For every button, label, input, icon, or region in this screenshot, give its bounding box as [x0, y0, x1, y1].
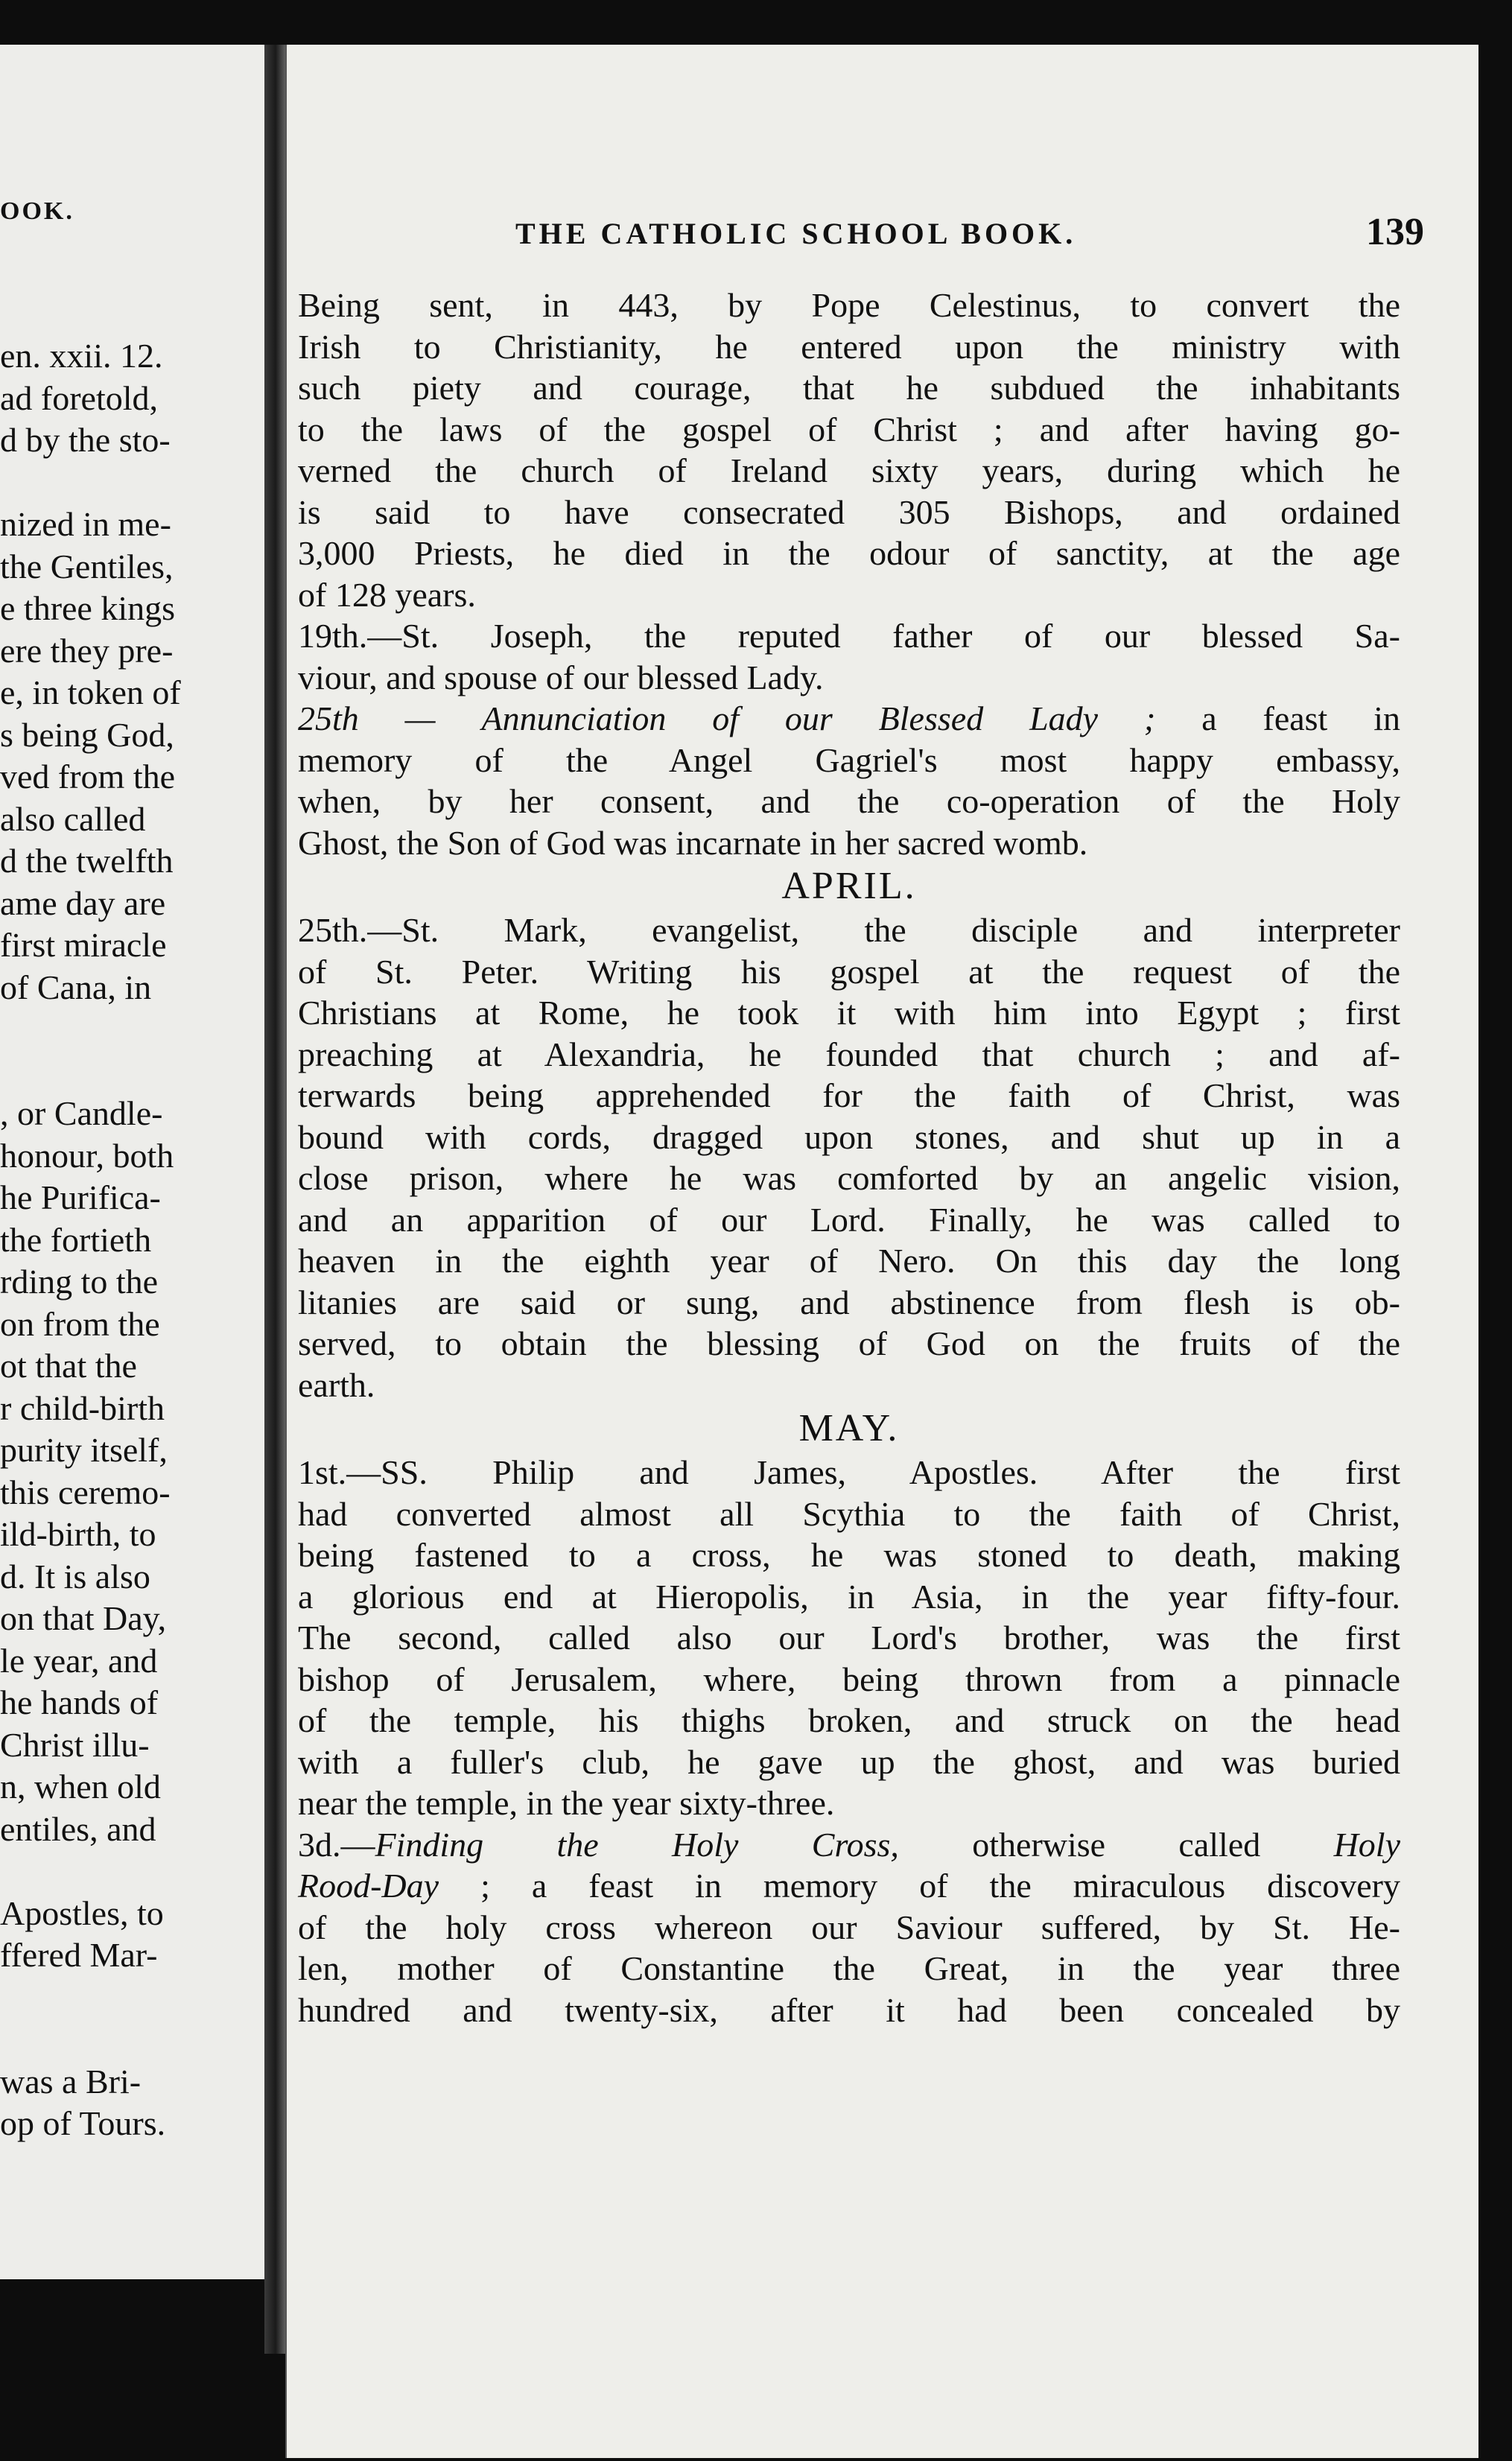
- left-text-line: [0, 462, 253, 504]
- left-text-line: on that Day,: [0, 1599, 167, 1637]
- left-text-line: rding to the: [0, 1263, 159, 1301]
- text-line: of St. Peter. Writing his gospel at the request of the: [298, 952, 1400, 991]
- patrick-paragraph: [298, 285, 1400, 615]
- left-text-line: [0, 1977, 253, 2019]
- page-body: [298, 285, 1400, 2030]
- text-line: earth.: [298, 1365, 375, 1404]
- text-line: Being sent, in 443, by Pope Celestinus, to convert the: [298, 286, 1400, 324]
- text-line: when, by her consent, and the co-operation of the Holy: [298, 782, 1400, 820]
- text-line: The second, called also our Lord's brother, was the first: [298, 1619, 1400, 1657]
- left-text-line: e three kings: [0, 589, 176, 627]
- left-text-line: ild-birth, to: [0, 1515, 156, 1553]
- text-line: being fastened to a cross, he was stoned to death, making: [298, 1536, 1400, 1574]
- holy-cross-paragraph: [298, 1907, 1400, 2031]
- april-heading: APRIL.: [781, 865, 917, 907]
- annunciation-date: 25th —: [298, 699, 436, 737]
- text-line: served, to obtain the blessing of God on the fruits of the: [298, 1324, 1400, 1362]
- holy-cross-rest: otherwise called: [898, 1825, 1334, 1864]
- text-line: heaven in the eighth year of Nero. On this day the long: [298, 1242, 1400, 1280]
- left-text-line: ere they pre-: [0, 631, 174, 670]
- left-text-line: also called: [0, 799, 146, 838]
- text-line: bishop of Jerusalem, where, being thrown from a pinnacle: [298, 1660, 1400, 1698]
- left-text-line: he hands of: [0, 1683, 159, 1721]
- text-line: 3,000 Priests, he died in the odour of sanctity, at the age: [298, 534, 1400, 572]
- left-text-line: le year, and: [0, 1641, 158, 1680]
- text-line: bound with cords, dragged upon stones, and shut up in a: [298, 1117, 1400, 1156]
- left-text-line: the fortieth: [0, 1220, 152, 1259]
- text-line: hundred and twenty-six, after it had been concealed by: [298, 1990, 1400, 2029]
- text-line: a glorious end at Hieropolis, in Asia, in the year fifty-four.: [298, 1577, 1400, 1616]
- annunciation-rest: a feast in: [1155, 699, 1400, 737]
- holy-rood-title: Holy: [1333, 1825, 1400, 1864]
- left-text-line: was a Bri-: [0, 2062, 142, 2100]
- right-page: [285, 45, 1478, 2458]
- text-line: near the temple, in the year sixty-three.: [298, 1784, 835, 1822]
- left-text-line: [0, 1051, 253, 1093]
- text-line: 25th.—St. Mark, evangelist, the disciple and interpreter: [298, 911, 1400, 949]
- text-line: of the holy cross whereon our Saviour suffered, by St. He-: [298, 1908, 1400, 1946]
- text-line: memory of the Angel Gagriel's most happy embassy,: [298, 740, 1400, 779]
- left-page-text: [0, 335, 253, 2145]
- annunciation-first-line: [298, 698, 1400, 740]
- page-header: [515, 211, 1424, 261]
- text-line: verned the church of Ireland sixty years, during which he: [298, 451, 1400, 489]
- left-text-line: the Gentiles,: [0, 547, 174, 585]
- text-line: litanies are said or sung, and abstinence from flesh is ob-: [298, 1283, 1400, 1321]
- left-text-line: ffered Mar-: [0, 1936, 158, 1974]
- book-gutter: [264, 45, 287, 2354]
- left-text-line: ved from the: [0, 758, 176, 796]
- left-text-line: d the twelfth: [0, 842, 174, 880]
- left-text-line: r child-birth: [0, 1388, 165, 1427]
- text-line: Ghost, the Son of God was incarnate in her sacred womb.: [298, 823, 1088, 862]
- text-line: Christians at Rome, he took it with him into Egypt ; first: [298, 994, 1400, 1032]
- text-line: of 128 years.: [298, 575, 476, 614]
- text-line: with a fuller's club, he gave up the ghost, and was buried: [298, 1742, 1400, 1781]
- rood-day-title: Rood-Day: [298, 1867, 439, 1905]
- left-text-line: , or Candle-: [0, 1094, 163, 1132]
- left-text-line: honour, both: [0, 1136, 174, 1175]
- holy-cross-second-line: [298, 1865, 1400, 1907]
- text-line: close prison, where he was comforted by an angelic vision,: [298, 1159, 1400, 1197]
- left-text-line: Apostles, to: [0, 1893, 164, 1932]
- left-text-line: [0, 1850, 253, 1893]
- left-text-line: d by the sto-: [0, 421, 171, 459]
- holy-cross-title: Finding the Holy Cross,: [375, 1825, 899, 1864]
- running-title: THE CATHOLIC SCHOOL BOOK.: [515, 217, 1077, 250]
- page-number: 139: [1366, 211, 1424, 253]
- left-text-line: ot that the: [0, 1347, 137, 1385]
- text-line: to the laws of the gospel of Christ ; and after having go-: [298, 410, 1400, 448]
- left-text-line: this ceremo-: [0, 1473, 171, 1511]
- text-line: preaching at Alexandria, he founded that church ; and af-: [298, 1035, 1400, 1073]
- philip-james-paragraph: [298, 1452, 1400, 1824]
- left-text-line: op of Tours.: [0, 2104, 166, 2142]
- text-line: and an apparition of our Lord. Finally, he was called to: [298, 1200, 1400, 1239]
- text-line: 19th.—St. Joseph, the reputed father of our blessed Sa-: [298, 617, 1400, 655]
- left-text-line: n, when old: [0, 1768, 161, 1806]
- left-text-line: entiles, and: [0, 1809, 156, 1848]
- left-text-line: of Cana, in: [0, 968, 152, 1006]
- left-page: [0, 45, 267, 2279]
- text-line: Irish to Christianity, he entered upon the ministry with: [298, 327, 1400, 366]
- left-text-line: ad foretold,: [0, 378, 159, 417]
- text-line: 1st.—SS. Philip and James, Apostles. After the first: [298, 1453, 1400, 1491]
- holy-cross-rest-2: ; a feast in memory of the miraculous discovery: [439, 1867, 1400, 1905]
- left-text-line: e, in token of: [0, 673, 181, 711]
- may-heading: MAY.: [798, 1407, 900, 1449]
- left-running-head: OOK.: [0, 197, 74, 225]
- left-text-line: d. It is also: [0, 1557, 150, 1595]
- left-text-line: s being God,: [0, 715, 174, 754]
- text-line: such piety and courage, that he subdued the inhabitants: [298, 369, 1400, 407]
- holy-cross-date: 3d.—: [298, 1825, 375, 1864]
- text-line: is said to have consecrated 305 Bishops, and ordained: [298, 492, 1400, 531]
- left-text-line: [0, 1009, 253, 1051]
- left-text-line: he Purifica-: [0, 1178, 161, 1216]
- left-text-line: ame day are: [0, 883, 166, 922]
- text-line: terwards being apprehended for the faith of Christ, was: [298, 1076, 1400, 1114]
- st-mark-paragraph: [298, 909, 1400, 1406]
- left-text-line: Christ illu-: [0, 1725, 150, 1764]
- joseph-paragraph: [298, 615, 1400, 698]
- text-line: viour, and spouse of our blessed Lady.: [298, 658, 824, 696]
- annunciation-title: Annunciation of our Blessed Lady ;: [481, 699, 1156, 737]
- left-text-line: nized in me-: [0, 505, 171, 543]
- left-text-line: purity itself,: [0, 1431, 168, 1469]
- text-line: of the temple, his thighs broken, and struck on the head: [298, 1701, 1400, 1739]
- left-text-line: first miracle: [0, 926, 167, 964]
- text-line: len, mother of Constantine the Great, in the year three: [298, 1949, 1400, 1987]
- left-text-line: en. xxii. 12.: [0, 337, 163, 375]
- left-text-line: on from the: [0, 1304, 160, 1343]
- annunciation-paragraph: [298, 740, 1400, 864]
- left-text-line: [0, 2019, 253, 2061]
- holy-cross-first-line: [298, 1824, 1400, 1866]
- text-line: had converted almost all Scythia to the faith of Christ,: [298, 1494, 1400, 1533]
